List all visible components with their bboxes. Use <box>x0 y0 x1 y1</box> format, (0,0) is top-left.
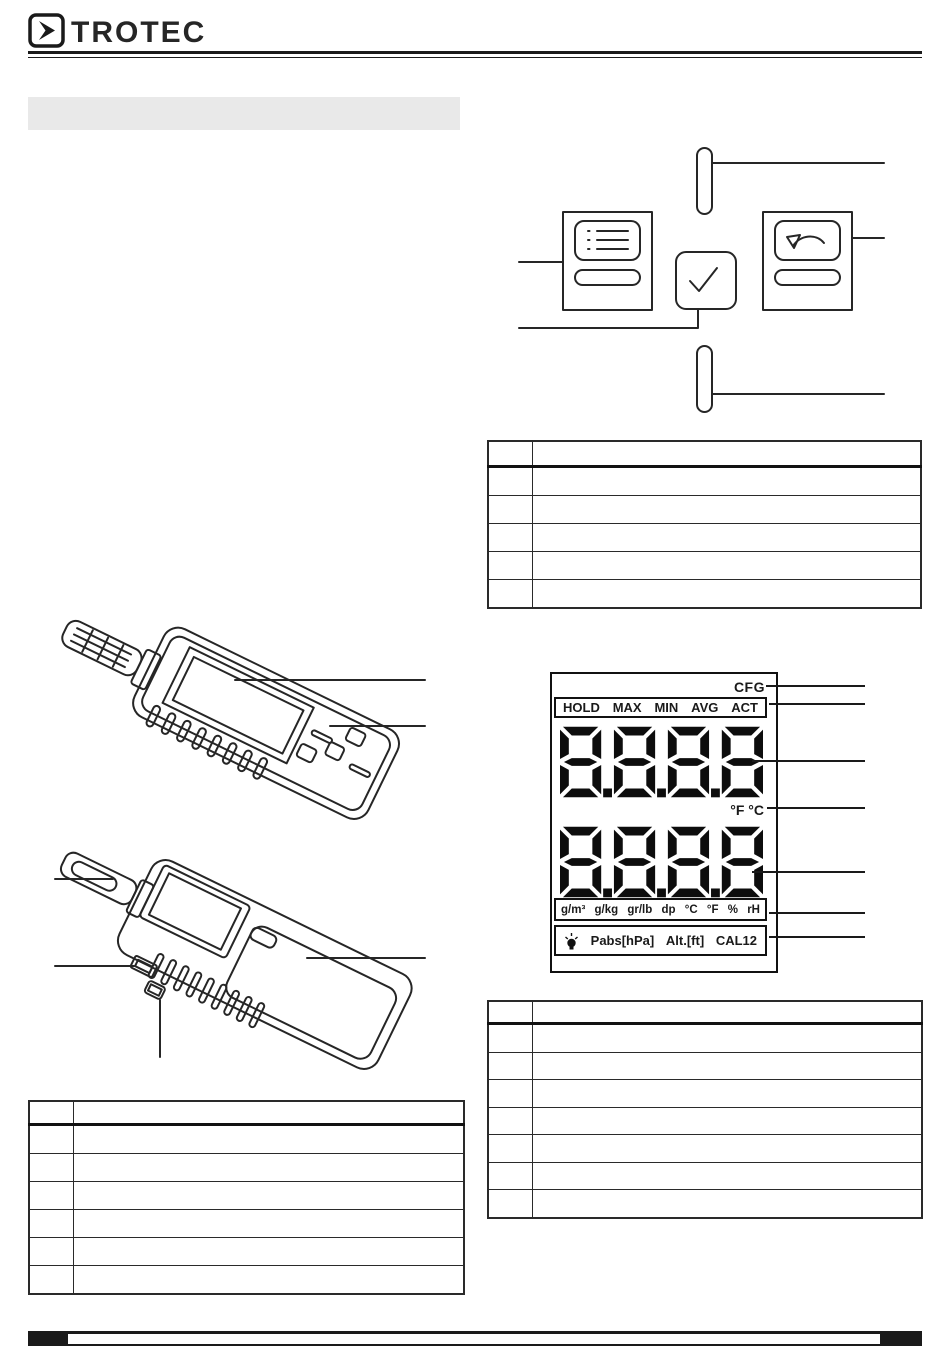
legend-row <box>488 467 921 496</box>
ok-button-callout-line <box>519 309 698 328</box>
legend-row <box>29 1238 464 1266</box>
item-number-cell <box>488 467 533 496</box>
item-description-cell <box>533 1107 923 1135</box>
unit-indicator-row <box>554 898 767 921</box>
buttons-legend-table <box>487 440 922 609</box>
item-description-cell <box>533 524 922 552</box>
lcd-indicator: Alt.[ft] <box>665 933 705 948</box>
item-number-cell <box>488 1024 533 1053</box>
legend-row <box>29 1266 464 1295</box>
item-description-cell <box>74 1266 465 1295</box>
bottom-indicator-row <box>554 925 767 956</box>
device-front-view <box>40 612 435 840</box>
item-description-cell <box>533 1190 923 1218</box>
lcd-indicator: CAL12 <box>715 933 757 948</box>
undo-arrow-icon <box>787 235 824 248</box>
item-description-cell <box>74 1101 465 1125</box>
lcd-indicator: AVG <box>691 700 719 715</box>
lcd-indicator: % <box>727 903 738 916</box>
lcd-indicator: MAX <box>612 700 642 715</box>
legend-header-row <box>488 1001 922 1024</box>
item-description-cell <box>533 496 922 524</box>
legend-row <box>488 1162 922 1190</box>
item-description-cell <box>533 1052 923 1080</box>
lcd-indicator: g/kg <box>594 903 619 916</box>
item-number-cell <box>29 1154 74 1182</box>
item-description-cell <box>74 1238 465 1266</box>
status-row-callout-line <box>769 703 865 705</box>
lcd-indicator: g/m³ <box>561 903 586 916</box>
item-description-cell <box>74 1182 465 1210</box>
menu-list-icon <box>588 231 628 249</box>
sensor-probe <box>57 613 162 690</box>
lcd-indicator: °C <box>684 903 698 916</box>
lower-digit-display <box>560 826 763 898</box>
lcd-indicator: °F <box>706 903 719 916</box>
lcd-indicator: rH <box>747 903 760 916</box>
item-number-cell <box>29 1238 74 1266</box>
item-description-cell <box>533 580 922 609</box>
legend-row <box>488 524 921 552</box>
legend-row <box>488 1190 922 1218</box>
status-indicator-row <box>554 697 767 718</box>
section-heading-bar <box>28 97 460 130</box>
legend-row <box>29 1210 464 1238</box>
temp-units-callout-line <box>767 807 865 809</box>
legend-row <box>488 1135 922 1163</box>
device-body-back <box>108 855 417 1084</box>
lcd-indicator: dp <box>661 903 676 916</box>
upper-digits-callout-line <box>752 760 865 762</box>
legend-header-row <box>29 1101 464 1125</box>
item-number-cell <box>488 496 533 524</box>
back-button <box>763 212 852 310</box>
page-footer <box>28 1331 922 1346</box>
control-buttons-diagram <box>475 130 950 430</box>
item-number-cell <box>29 1125 74 1154</box>
item-description-cell <box>533 1080 923 1108</box>
item-description-cell <box>74 1125 465 1154</box>
item-number-cell <box>488 552 533 580</box>
item-number-cell <box>488 580 533 609</box>
legend-row <box>488 1080 922 1108</box>
legend-row <box>29 1182 464 1210</box>
battery-compartment <box>222 923 400 1063</box>
brand-name: TROTEC <box>71 16 207 49</box>
footer-left-marker <box>28 1331 68 1346</box>
backlight-lamp-icon <box>564 932 579 950</box>
legend-row <box>29 1125 464 1154</box>
lcd-indicator: HOLD <box>563 700 600 715</box>
legend-row <box>488 552 921 580</box>
item-number-cell <box>29 1266 74 1295</box>
legend-row <box>488 1052 922 1080</box>
item-description-cell <box>74 1210 465 1238</box>
item-description-cell <box>533 1135 923 1163</box>
legend-row <box>488 580 921 609</box>
item-number-cell <box>488 1080 533 1108</box>
item-number-cell <box>29 1182 74 1210</box>
units-row-callout-line <box>769 912 865 914</box>
device-legend-table <box>28 1100 465 1295</box>
item-number-cell <box>488 1107 533 1135</box>
ok-button <box>676 252 736 309</box>
checkmark-icon <box>690 268 717 291</box>
legend-row <box>29 1154 464 1182</box>
lcd-display-diagram <box>550 672 778 973</box>
battery-latch <box>249 926 278 949</box>
item-description-cell <box>74 1154 465 1182</box>
item-description-cell <box>533 552 922 580</box>
item-number-cell <box>29 1210 74 1238</box>
footer-rule-top <box>28 1331 922 1334</box>
display-legend-table <box>487 1000 923 1219</box>
device-back-view <box>30 848 435 1088</box>
header-rule-thick <box>28 51 922 54</box>
item-number-cell <box>488 524 533 552</box>
footer-right-marker <box>880 1331 922 1346</box>
lcd-indicator: Pabs[hPa] <box>590 933 655 948</box>
lcd-indicator: gr/lb <box>627 903 653 916</box>
lcd-indicator: ACT <box>731 700 758 715</box>
up-button <box>697 148 712 214</box>
cfg-indicator: CFG <box>733 679 765 695</box>
item-number-cell <box>488 1162 533 1190</box>
header-rule-thin <box>28 57 922 58</box>
legend-row <box>488 1107 922 1135</box>
brand-chevron-icon <box>39 21 55 40</box>
lower-digits-callout-line <box>752 871 865 873</box>
cfg-callout-line <box>766 685 865 687</box>
item-description-cell <box>533 467 922 496</box>
legend-row <box>488 1024 922 1053</box>
upper-digit-display <box>560 726 763 798</box>
footer-rule-bottom <box>28 1344 922 1347</box>
item-number-cell <box>488 1135 533 1163</box>
down-button <box>697 346 712 412</box>
item-number-cell <box>488 441 533 467</box>
front-keypad <box>296 711 385 789</box>
lcd-indicator: MIN <box>654 700 679 715</box>
trotec-logo <box>28 12 248 52</box>
item-description-cell <box>533 1001 923 1024</box>
item-description-cell <box>533 1024 923 1053</box>
bottom-row-callout-line <box>769 936 865 938</box>
item-number-cell <box>29 1101 74 1125</box>
item-number-cell <box>488 1190 533 1218</box>
item-number-cell <box>488 1052 533 1080</box>
item-number-cell <box>488 1001 533 1024</box>
legend-row <box>488 496 921 524</box>
item-description-cell <box>533 441 922 467</box>
menu-button <box>563 212 652 310</box>
temperature-unit-indicators: °F °C <box>730 802 764 818</box>
sensor-head <box>56 848 154 918</box>
item-description-cell <box>533 1162 923 1190</box>
legend-header-row <box>488 441 921 467</box>
